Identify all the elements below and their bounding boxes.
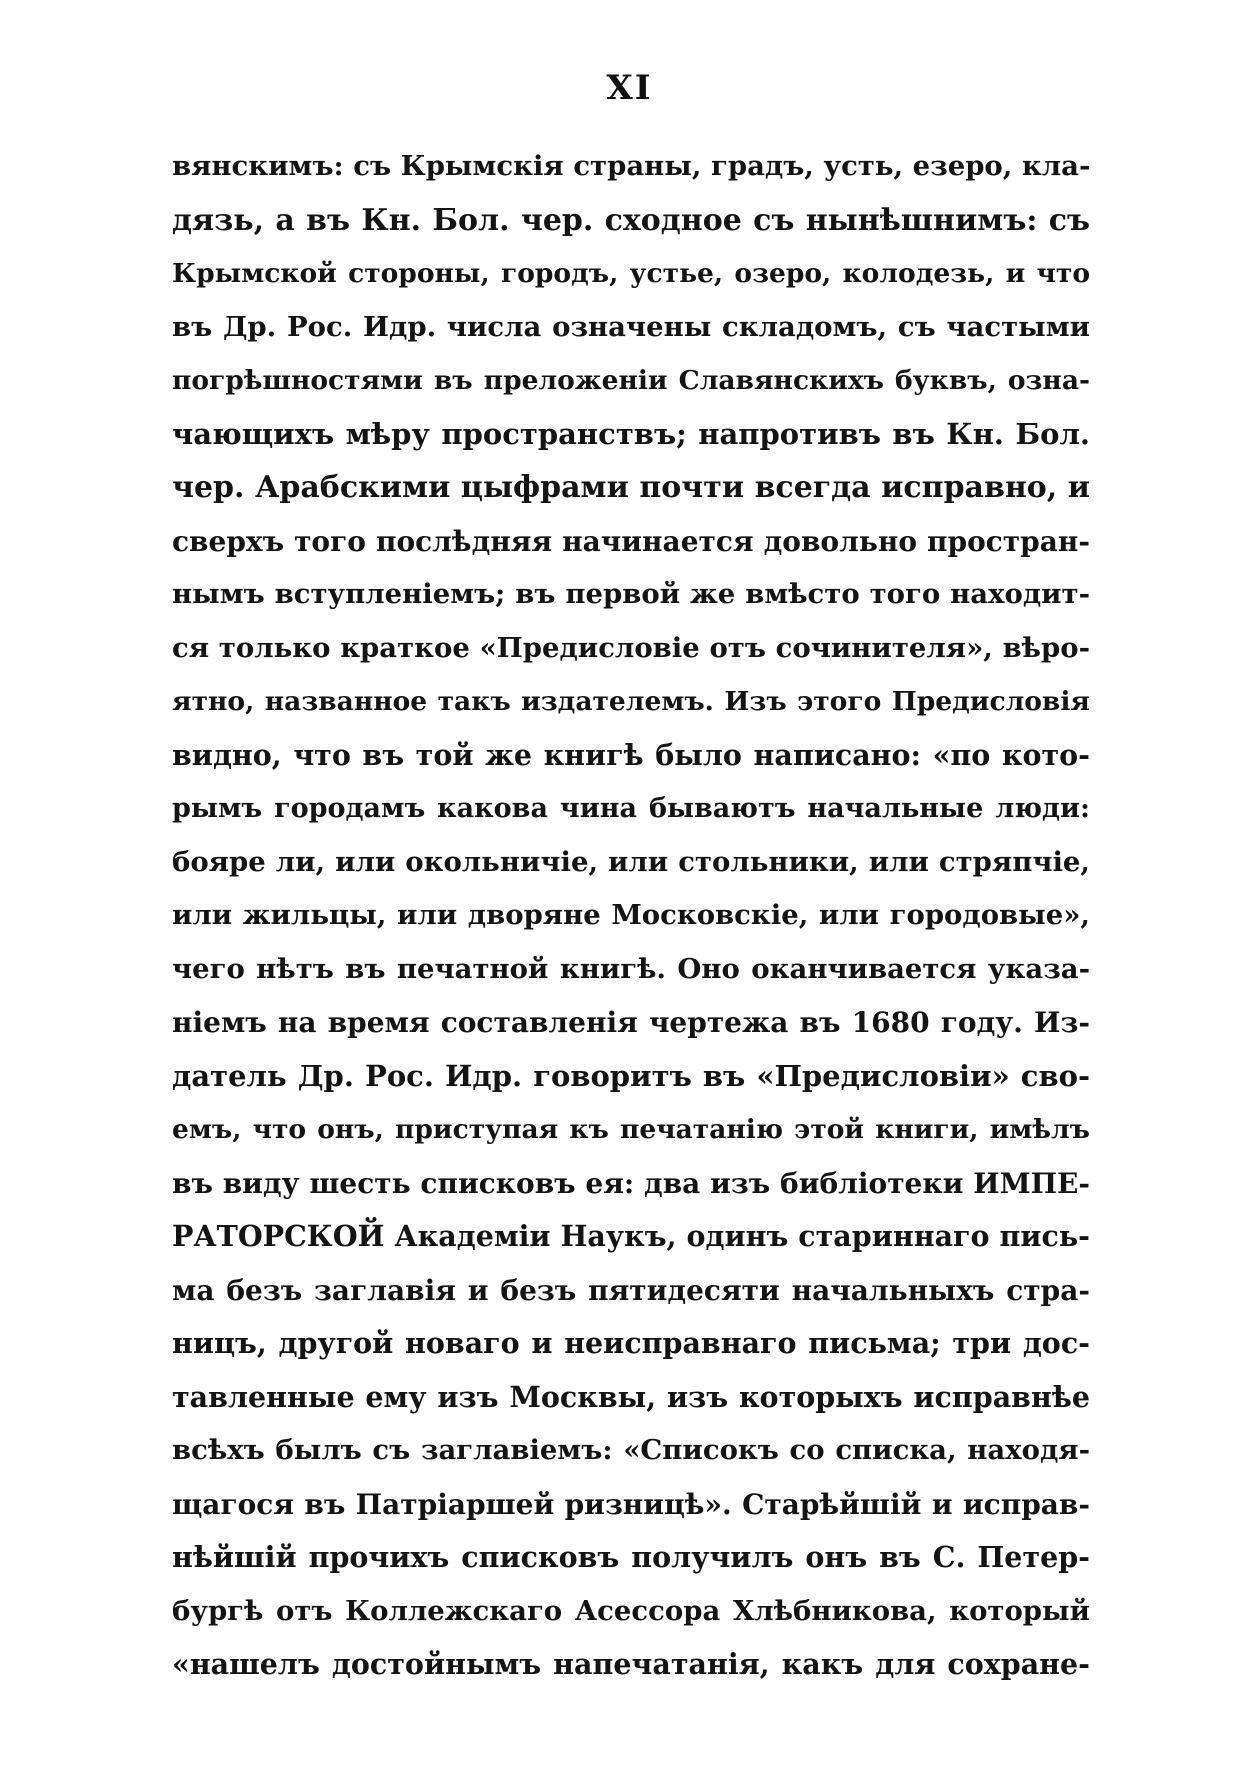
text-line: бургѣ отъ Коллежскаго Асессора Хлѣбникова, который bbox=[172, 1594, 1090, 1627]
text-line: датель Др. Рос. Идр. говоритъ въ «Предисловіи» сво- bbox=[172, 1058, 1090, 1093]
text-line: или жильцы, или дворяне Московскіе, или городовые», bbox=[172, 899, 1090, 931]
text-line: тавленные ему изъ Москвы, изъ которыхъ исправнѣе bbox=[172, 1379, 1090, 1414]
text-line: емъ, что онъ, приступая къ печатанію этой книги, имѣлъ bbox=[172, 1114, 1090, 1145]
text-line: щагося въ Патріаршей ризницѣ». Старѣйшій и исправ- bbox=[172, 1487, 1090, 1521]
text-line: погрѣшностями въ преложеніи Славянскихъ буквъ, озна- bbox=[172, 365, 1090, 396]
text-line: видно, что въ той же книгѣ было написано: «по кото- bbox=[172, 737, 1090, 772]
text-line: сверхъ того послѣдняя начинается довольно простран- bbox=[172, 524, 1090, 558]
text-line: въ Др. Рос. Идр. числа означены складомъ, съ частыми bbox=[172, 310, 1090, 343]
text-line: ницъ, другой новаго и неисправнаго письма; три дос- bbox=[172, 1326, 1090, 1360]
text-line: рымъ городамъ какова чина бываютъ начальные люди: bbox=[172, 793, 1090, 824]
text-line: нымъ вступленіемъ; въ первой же вмѣсто того находит- bbox=[172, 578, 1090, 610]
text-line: вянскимъ: съ Крымскія страны, градъ, усть, езеро, кла- bbox=[172, 150, 1091, 182]
text-line: нѣйшій прочихъ списковъ получилъ онъ въ С. Петер- bbox=[172, 1540, 1090, 1574]
text-line: въ виду шесть списковъ ея: два изъ библіотеки ИМПЕ- bbox=[172, 1166, 1090, 1200]
text-line: чающихъ мѣру пространствъ; напротивъ въ Кн. Бол. bbox=[172, 416, 1090, 451]
text-line: ніемъ на время составленія чертежа въ 1680 году. Из- bbox=[172, 1006, 1090, 1039]
text-line: Крымской стороны, городъ, устье, озеро, колодезь, и что bbox=[172, 258, 1090, 289]
text-line: ятно, названное такъ издателемъ. Изъ этого Предисловія bbox=[172, 686, 1090, 717]
body-text bbox=[172, 140, 1090, 1692]
text-line: ма безъ заглавія и безъ пятидесяти начальныхъ стра- bbox=[172, 1273, 1090, 1307]
text-line: чер. Арабскими цыфрами почти всегда исправно, и bbox=[172, 470, 1090, 505]
text-line: РАТОРСКОЙ Академіи Наукъ, одинъ стариннаго пись- bbox=[172, 1219, 1090, 1253]
text-line: «нашелъ достойнымъ напечатанія, какъ для сохране- bbox=[172, 1647, 1090, 1681]
text-line: дязь, а въ Кн. Бол. чер. сходное съ нынѣшнимъ: съ bbox=[172, 202, 1090, 238]
text-line: чего нѣтъ въ печатной книгѣ. Оно оканчивается указа- bbox=[172, 952, 1090, 985]
text-line: ся только краткое «Предисловіе отъ сочинителя», вѣро- bbox=[172, 631, 1090, 664]
text-line: всѣхъ былъ съ заглавіемъ: «Списокъ со списка, находя- bbox=[172, 1434, 1090, 1466]
text-line: бояре ли, или окольничіе, или стольники, или стряпчіе, bbox=[172, 845, 1090, 878]
page-number: XI bbox=[606, 68, 653, 108]
